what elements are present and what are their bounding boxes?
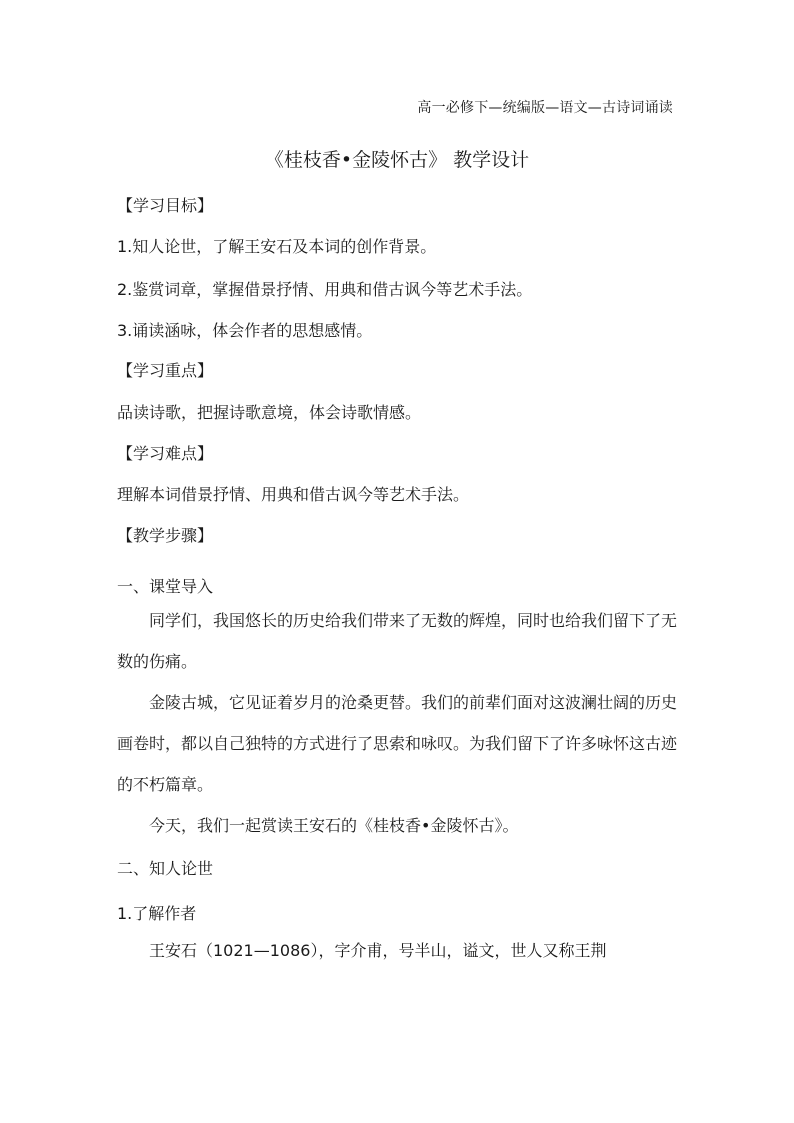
- document-header: 高一必修下—统编版—语文—古诗词诵读: [417, 100, 673, 116]
- difficulty-heading: 【学习难点】: [117, 444, 214, 463]
- step2-heading: 二、知人论世: [117, 859, 214, 878]
- objectives-heading: 【学习目标】: [117, 196, 214, 215]
- step2-paragraph: 王安石（1021—1086），字介甫，号半山，谥文，世人又称王荆: [149, 941, 607, 960]
- step1-paragraph: 金陵古城，它见证着岁月的沧桑更替。我们的前辈们面对这波澜壮阔的历史画卷时，都以自己独特的方式进行了思索和咏叹。为我们留下了许多咏怀这古迹的不朽篇章。: [117, 693, 678, 794]
- objective-item: 3.诵读涵咏，体会作者的思想感情。: [117, 321, 373, 340]
- key-points-heading: 【学习重点】: [117, 361, 214, 380]
- objective-item: 1.知人论世，了解王安石及本词的创作背景。: [117, 237, 437, 256]
- step1-heading: 一、课堂导入: [117, 577, 214, 596]
- objective-item: 2.鉴赏词章，掌握借景抒情、用典和借古讽今等艺术手法。: [117, 280, 533, 299]
- steps-heading: 【教学步骤】: [117, 526, 214, 545]
- key-points-text: 品读诗歌，把握诗歌意境，体会诗歌情感。: [117, 403, 422, 422]
- step2-subheading: 1.了解作者: [117, 904, 197, 923]
- step1-paragraph: 今天，我们一起赏读王安石的《桂枝香•金陵怀古》。: [149, 816, 519, 835]
- document-title: 《桂枝香•金陵怀古》 教学设计: [264, 149, 530, 171]
- step1-paragraph: 同学们，我国悠长的历史给我们带来了无数的辉煌，同时也给我们留下了无数的伤痛。: [117, 611, 678, 671]
- difficulty-text: 理解本词借景抒情、用典和借古讽今等艺术手法。: [117, 485, 470, 504]
